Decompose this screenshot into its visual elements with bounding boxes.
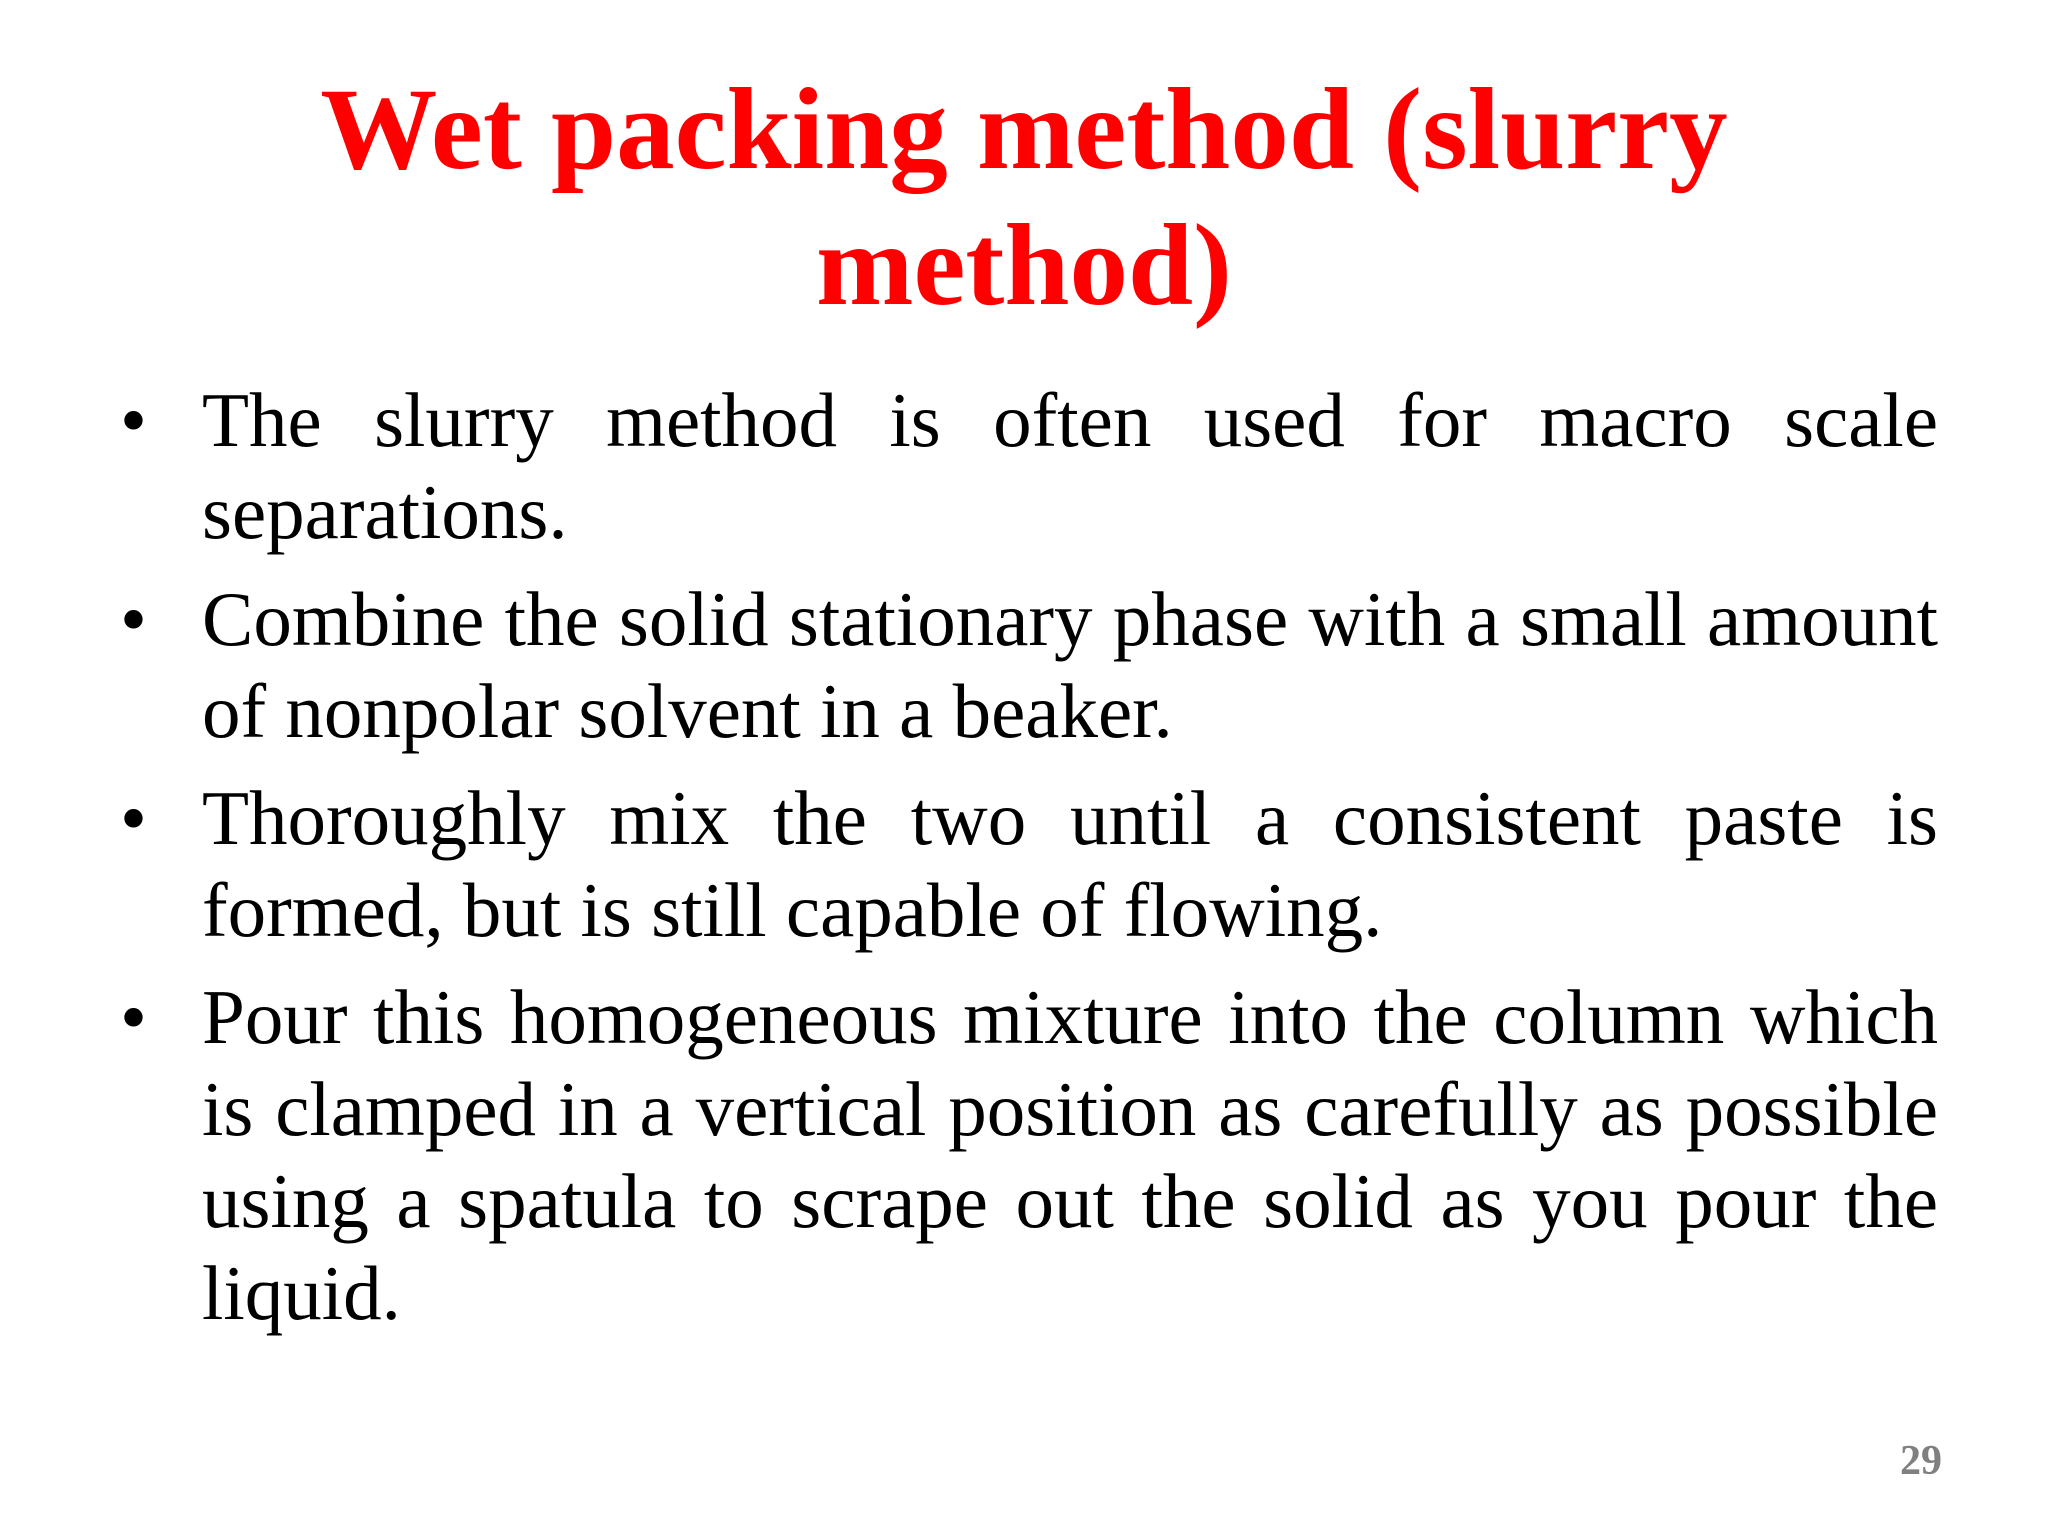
bullet-icon: • xyxy=(120,377,147,463)
bullet-icon: • xyxy=(120,974,147,1060)
bullet-text: Combine the solid stationary phase with a small amount of nonpolar solvent in a beaker. xyxy=(202,576,1938,754)
bullet-icon: • xyxy=(120,775,147,861)
slide-title: Wet packing method (slurry method) xyxy=(320,65,1728,330)
bullet-item xyxy=(120,374,1938,558)
bullet-item xyxy=(120,573,1938,757)
bullet-text: Pour this homogeneous mixture into the column which is clamped in a vertical position as carefully as possible using a spatula to scrape out the solid as you pour the liquid. xyxy=(202,974,1938,1336)
page-number: 29 xyxy=(1900,1438,1942,1484)
bullet-text: The slurry method is often used for macro scale separations. xyxy=(202,377,1938,555)
bullet-list xyxy=(120,374,1938,1354)
bullet-item xyxy=(120,971,1938,1339)
bullet-icon: • xyxy=(120,576,147,662)
bullet-text: Thoroughly mix the two until a consistent paste is formed, but is still capable of flowing. xyxy=(202,775,1938,953)
bullet-item xyxy=(120,772,1938,956)
